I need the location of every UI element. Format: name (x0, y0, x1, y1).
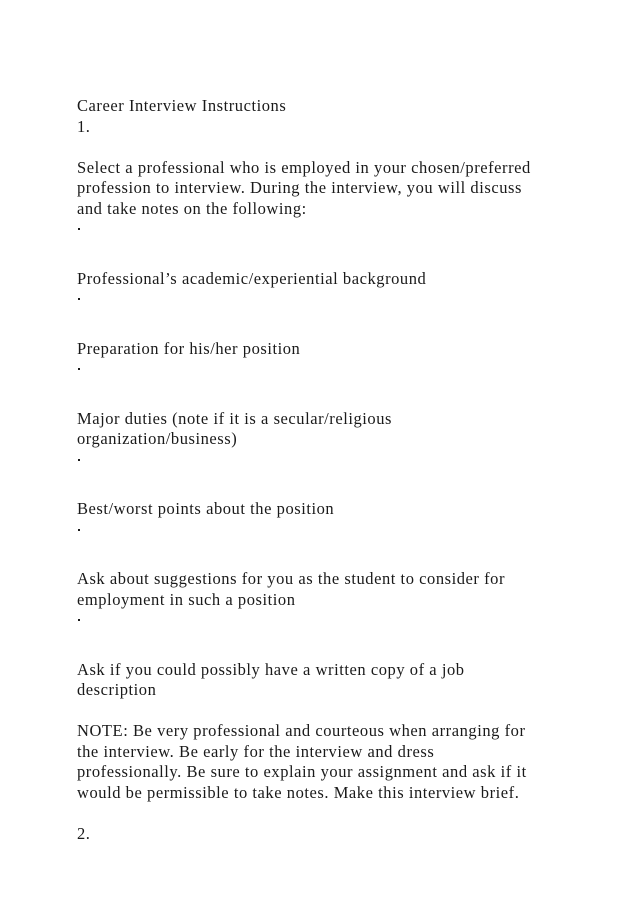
list-item-duties: organization/business) (77, 429, 238, 448)
intro-line: and take notes on the following: (77, 198, 307, 218)
list-item-preparation: Preparation for his/her position (77, 338, 301, 358)
document-body (77, 96, 617, 844)
intro-line: profession to interview. During the interview, you will discuss (77, 178, 522, 197)
spacer (77, 803, 617, 824)
list-item-duties: Major duties (note if it is a secular/religious (77, 408, 392, 428)
spacer (77, 318, 617, 339)
list-item-best-worst: Best/worst points about the position (77, 499, 335, 518)
list-item-job-description: description (77, 680, 157, 699)
list-item-background: Professional’s academic/experiential background (77, 268, 427, 288)
spacer (77, 479, 617, 500)
list-item-suggestions: employment in such a position (77, 589, 296, 609)
bullet-dot (77, 359, 617, 388)
list-item-suggestions: Ask about suggestions for you as the student to consider for (77, 569, 506, 588)
note-line: NOTE: Be very professional and courteous when arranging for (77, 721, 526, 740)
bullet-dot (77, 520, 617, 549)
spacer (77, 248, 617, 269)
spacer (77, 639, 617, 660)
bullet-dot (77, 450, 617, 479)
bullet-dot (77, 610, 617, 639)
document-title: Career Interview Instructions (77, 96, 287, 115)
note-line: professionally. Be sure to explain your assignment and ask if it (77, 762, 527, 781)
bullet-dot (77, 289, 617, 318)
step-1-number: 1. (77, 116, 91, 136)
intro-line: Select a professional who is employed in your chosen/preferred (77, 157, 531, 177)
spacer (77, 701, 617, 722)
list-item-job-description: Ask if you could possibly have a written copy of a job (77, 659, 465, 679)
spacer (77, 388, 617, 409)
step-2-number: 2. (77, 823, 91, 843)
spacer (77, 549, 617, 570)
bullet-dot (77, 219, 617, 248)
note-line: the interview. Be early for the interview and dress (77, 741, 435, 761)
note-line: would be permissible to take notes. Make this interview brief. (77, 782, 520, 802)
spacer (77, 137, 617, 158)
